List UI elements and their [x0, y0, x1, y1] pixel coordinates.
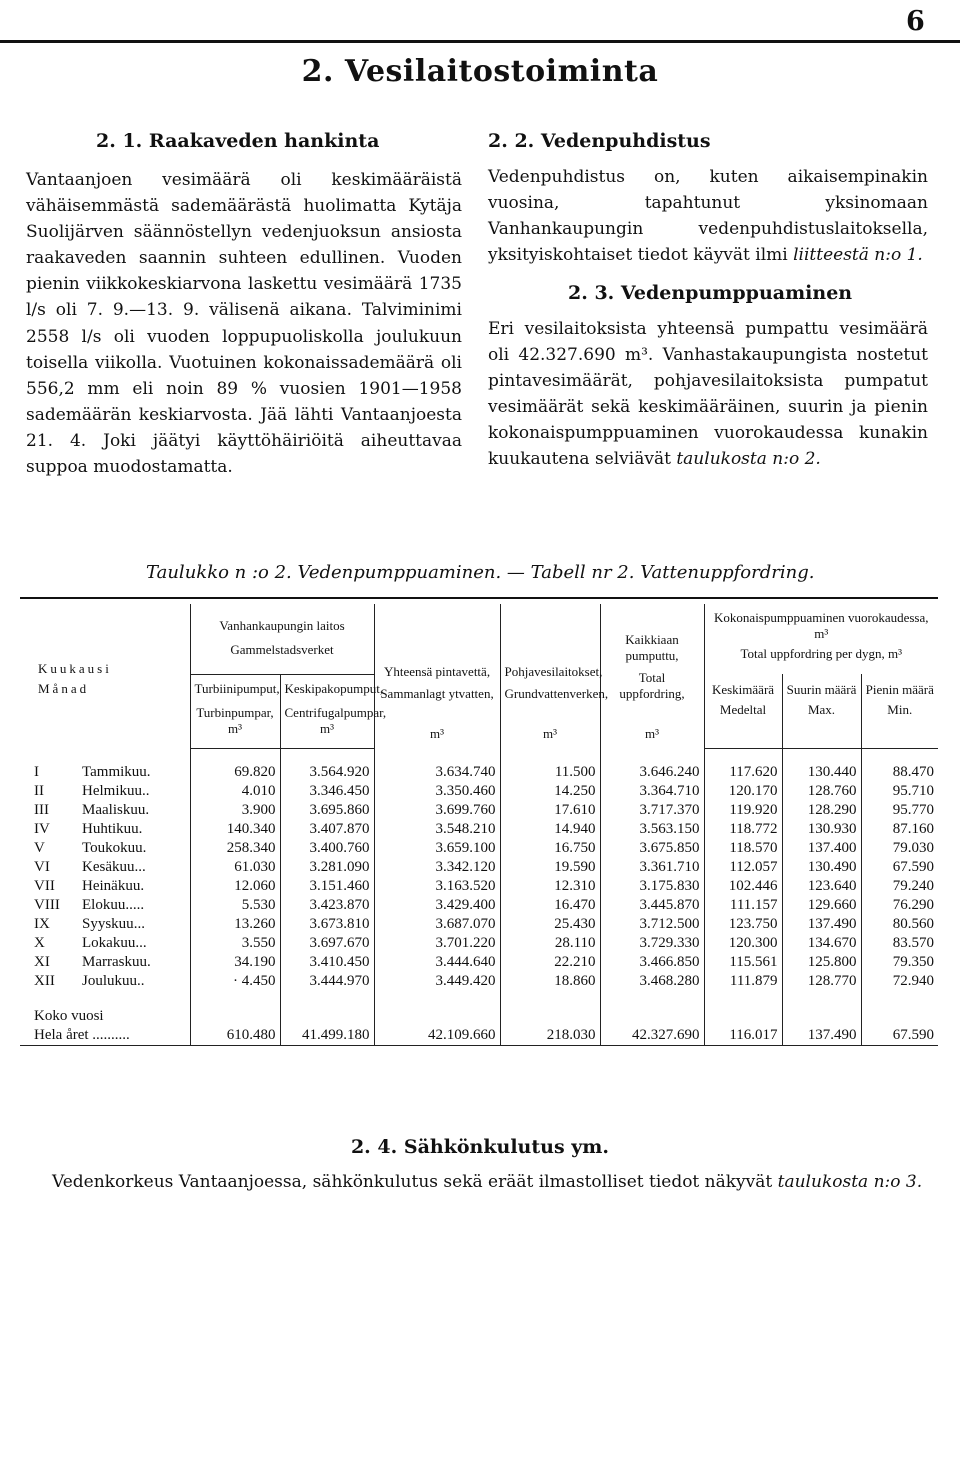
total-all: 42.327.690 [600, 1026, 704, 1046]
cell-mean: 119.920 [704, 801, 782, 820]
cell-turb: 140.340 [190, 820, 280, 839]
cell-max: 137.400 [782, 839, 861, 858]
cell-all: 3.729.330 [600, 934, 704, 953]
header-total-surface-sv: Sammanlagt ytvatten, [380, 686, 494, 701]
month-cell [20, 763, 190, 782]
cell-ground: 17.610 [500, 801, 600, 820]
cell-all: 3.445.870 [600, 896, 704, 915]
month-name: Kesäkuu [82, 858, 135, 875]
section-purification-text [488, 164, 928, 268]
header-total-surface-unit: m³ [430, 726, 445, 741]
cell-cent: 3.346.450 [280, 782, 374, 801]
cell-turb: 61.030 [190, 858, 280, 877]
total-label-fi: Koko vuosi [34, 1007, 104, 1024]
cell-cent: 3.695.860 [280, 801, 374, 820]
page-title: 2. Vesilaitostoiminta [301, 54, 659, 89]
cell-min: 83.570 [861, 934, 938, 953]
header-vanhakaupunki-fi: Vanhankaupungin laitos [219, 618, 345, 633]
cell-turb: 12.060 [190, 877, 280, 896]
month-name: Elokuu [82, 896, 126, 913]
cell-all: 3.175.830 [600, 877, 704, 896]
cell-cent: 3.564.920 [280, 763, 374, 782]
total-label-sv: Hela året .......... [20, 1026, 190, 1046]
cell-total: 3.449.420 [374, 972, 500, 991]
cell-min: 79.350 [861, 953, 938, 972]
cell-max: 128.760 [782, 782, 861, 801]
total-total: 42.109.660 [374, 1026, 500, 1046]
cell-mean: 118.570 [704, 839, 782, 858]
header-mean-sv: Medeltal [719, 702, 767, 718]
table-reference: taulukosta n:o 2. [676, 449, 821, 470]
cell-cent: 3.400.760 [280, 839, 374, 858]
month-numeral: IX [34, 915, 50, 932]
section-electricity-text [20, 1169, 930, 1195]
month-cell [20, 858, 190, 877]
leader-dots: . [146, 953, 151, 970]
month-cell [20, 839, 190, 858]
month-cell [20, 782, 190, 801]
month-numeral: XI [34, 953, 50, 970]
month-name: Joulukuu [82, 972, 138, 989]
month-name: Marraskuu [82, 953, 147, 970]
leader-dots: . [138, 820, 143, 837]
table-row [20, 820, 938, 839]
cell-mean: 118.772 [704, 820, 782, 839]
table-row [20, 763, 938, 782]
total-cent: 41.499.180 [280, 1026, 374, 1046]
cell-total: 3.659.100 [374, 839, 500, 858]
header-vanhakaupunki [190, 604, 374, 674]
table-row [20, 972, 938, 991]
month-name: Maaliskuu [82, 801, 146, 818]
cell-total: 3.548.210 [374, 820, 500, 839]
cell-cent: 3.281.090 [280, 858, 374, 877]
cell-all: 3.466.850 [600, 953, 704, 972]
header-month-fi: Kuukausi [38, 661, 112, 676]
leader-dots: ... [133, 915, 145, 932]
cell-mean: 117.620 [704, 763, 782, 782]
header-total-surface-fi: Yhteensä pintavettä, [383, 664, 491, 679]
cell-ground: 16.750 [500, 839, 600, 858]
header-max-fi: Suurin määrä [786, 682, 857, 698]
header-groundwater [500, 604, 609, 748]
total-max: 137.490 [782, 1026, 861, 1046]
table-row [20, 877, 938, 896]
cell-all: 3.717.370 [600, 801, 704, 820]
cell-total: 3.429.400 [374, 896, 500, 915]
header-daily-total-sv: Total uppfordring per dygn, m³ [740, 646, 902, 661]
month-cell [20, 953, 190, 972]
table3-reference: taulukosta n:o 3. [777, 1172, 923, 1192]
cell-max: 137.490 [782, 915, 861, 934]
header-month-sv: Månad [38, 681, 90, 696]
month-numeral: I [34, 763, 39, 780]
section-pumping-heading: 2. 3. Vedenpumppuaminen [568, 282, 853, 304]
section-purification-heading: 2. 2. Vedenpuhdistus [488, 130, 711, 152]
appendix-reference: liitteestä n:o 1. [793, 245, 923, 266]
header-turbine-unit: m³ [227, 720, 242, 736]
cell-max: 128.290 [782, 801, 861, 820]
header-all-pumped-unit: m³ [645, 726, 660, 741]
header-centrifugal-sv: Centrifugalpumpar, [284, 704, 387, 720]
header-total-surface [374, 604, 500, 748]
cell-min: 79.030 [861, 839, 938, 858]
month-numeral: V [34, 839, 45, 856]
cell-turb: · 4.450 [190, 972, 280, 991]
table-row [20, 896, 938, 915]
leader-dots: . [146, 763, 151, 780]
table-spacer-row [20, 748, 938, 763]
month-numeral: X [34, 934, 45, 951]
section-pumping-text [488, 316, 928, 473]
cell-min: 95.710 [861, 782, 938, 801]
month-name: Tammikuu [82, 763, 147, 780]
month-name: Lokakuu [82, 934, 136, 951]
table-caption: Taulukko n :o 2. Vedenpumppuaminen. — Tabell nr 2. Vattenuppfordring. [146, 562, 815, 583]
leader-dots: .. [137, 972, 145, 989]
cell-total: 3.701.220 [374, 934, 500, 953]
cell-mean: 102.446 [704, 877, 782, 896]
cell-total: 3.634.740 [374, 763, 500, 782]
cell-ground: 22.210 [500, 953, 600, 972]
month-numeral: III [34, 801, 49, 818]
header-mean-fi: Keskimäärä [711, 682, 775, 698]
month-name: Huhtikuu [82, 820, 139, 837]
cell-ground: 19.590 [500, 858, 600, 877]
cell-max: 130.930 [782, 820, 861, 839]
cell-mean: 123.750 [704, 915, 782, 934]
header-daily-total [704, 604, 938, 674]
leader-dots: . [145, 801, 150, 818]
cell-max: 130.490 [782, 858, 861, 877]
header-min-sv: Min. [887, 702, 913, 718]
month-cell [20, 915, 190, 934]
cell-all: 3.712.500 [600, 915, 704, 934]
cell-turb: 5.530 [190, 896, 280, 915]
cell-min: 76.290 [861, 896, 938, 915]
month-numeral: VIII [34, 896, 60, 913]
table-row [20, 915, 938, 934]
cell-max: 130.440 [782, 763, 861, 782]
leader-dots: ... [134, 858, 146, 875]
cell-cent: 3.151.460 [280, 877, 374, 896]
cell-all: 3.646.240 [600, 763, 704, 782]
cell-ground: 14.940 [500, 820, 600, 839]
cell-total: 3.350.460 [374, 782, 500, 801]
header-all-pumped-sv: Total uppfordring, [619, 670, 685, 701]
cell-cent: 3.423.870 [280, 896, 374, 915]
total-row [20, 1026, 938, 1046]
cell-min: 72.940 [861, 972, 938, 991]
header-month [20, 604, 190, 748]
header-centrifugal-fi: Keskipakopumput, [284, 680, 384, 696]
table-row [20, 782, 938, 801]
month-numeral: VI [34, 858, 50, 875]
month-cell [20, 934, 190, 953]
header-daily-total-fi: Kokonaispumppuaminen vuorokaudessa, m³ [714, 610, 929, 641]
section-pumping-body: Eri vesilaitoksista yhteensä pumpattu vesimäärä oli 42.327.690 m³. Vanhastakaupungista nostetut pintavesimäärät, pohjavesilaitoksista pumpatut vesimäärät sekä keskimääräinen, suurin ja pienin kokonaispumppuaminen vuorokaudessa kunakin kuukautena selviävät [488, 319, 928, 470]
cell-all: 3.563.150 [600, 820, 704, 839]
cell-total: 3.699.760 [374, 801, 500, 820]
cell-mean: 120.170 [704, 782, 782, 801]
header-centrifugal-unit: m³ [320, 720, 335, 736]
month-name: Helmikuu [82, 782, 142, 799]
cell-total: 3.342.120 [374, 858, 500, 877]
cell-ground: 25.430 [500, 915, 600, 934]
cell-mean: 115.561 [704, 953, 782, 972]
cell-max: 125.800 [782, 953, 861, 972]
leader-dots: . [140, 877, 145, 894]
header-mean [704, 674, 782, 748]
cell-all: 3.361.710 [600, 858, 704, 877]
table-row [20, 858, 938, 877]
pumping-table [20, 604, 938, 1046]
cell-min: 79.240 [861, 877, 938, 896]
cell-total: 3.163.520 [374, 877, 500, 896]
cell-min: 95.770 [861, 801, 938, 820]
header-turbine-sv: Turbinpumpar, [196, 704, 274, 720]
month-numeral: XII [34, 972, 55, 989]
cell-mean: 111.157 [704, 896, 782, 915]
header-all-pumped [600, 604, 704, 748]
cell-mean: 111.879 [704, 972, 782, 991]
cell-total: 3.444.640 [374, 953, 500, 972]
cell-min: 88.470 [861, 763, 938, 782]
cell-ground: 14.250 [500, 782, 600, 801]
month-cell [20, 801, 190, 820]
header-turbine [190, 674, 280, 748]
month-numeral: II [34, 782, 44, 799]
total-turb: 610.480 [190, 1026, 280, 1046]
month-name: Heinäkuu [82, 877, 141, 894]
leader-dots: ... [135, 934, 147, 951]
cell-all: 3.364.710 [600, 782, 704, 801]
cell-max: 134.670 [782, 934, 861, 953]
month-numeral: IV [34, 820, 50, 837]
cell-ground: 16.470 [500, 896, 600, 915]
cell-all: 3.468.280 [600, 972, 704, 991]
top-rule [0, 40, 960, 43]
header-centrifugal [280, 674, 387, 748]
header-all-pumped-fi: Kaikkiaan pumputtu, [625, 632, 679, 663]
header-max-sv: Max. [807, 702, 836, 718]
total-mean: 116.017 [704, 1026, 782, 1046]
section-raw-water-text: Vantaanjoen vesimäärä oli keskimääräistä vähäisemmästä sademäärästä huolimatta Kytäja Suolijärven säännöstellyn vedenjuoksun ansiosta raakaveden saannin suhteen edullinen. Vuoden pienin viikkokeskiarvona laskettu vesimäärä 1735 l/s oli 7. 9.—13. 9. välisenä aikana. Talviminimi 2558 l/s oli vuoden loppupuoliskolla joulukuun toisella viikolla. Vuotuinen kokonaissademäärä oli 556,2 mm eli noin 89 % vuosien 1901—1958 sademäärän keskiarvosta. Jää lähti Vantaanjoesta 21. 4. Joki jäätyi käyttöhäiriöitä aiheuttavaa suppoa muodostamatta. [26, 170, 462, 478]
cell-turb: 4.010 [190, 782, 280, 801]
cell-min: 87.160 [861, 820, 938, 839]
section-purification-body: Vedenpuhdistus on, kuten aikaisempinakin vuosina, tapahtunut yksinomaan Vanhankaupungin vedenpuhdistuslaitoksella, yksityiskohtaiset tiedot käyvät ilmi [488, 167, 928, 266]
table-row [20, 934, 938, 953]
header-min-fi: Pienin määrä [865, 682, 934, 698]
table-row [20, 953, 938, 972]
leader-dots: .. [142, 782, 150, 799]
cell-cent: 3.407.870 [280, 820, 374, 839]
cell-turb: 258.340 [190, 839, 280, 858]
month-cell [20, 877, 190, 896]
total-row-label [20, 1007, 938, 1026]
table-row [20, 839, 938, 858]
month-name: Syyskuu [82, 915, 134, 932]
cell-ground: 18.860 [500, 972, 600, 991]
cell-max: 128.770 [782, 972, 861, 991]
month-cell [20, 972, 190, 991]
header-vanhakaupunki-sv: Gammelstadsverket [230, 642, 334, 657]
header-groundwater-unit: m³ [543, 726, 558, 741]
month-name: Toukokuu [82, 839, 143, 856]
month-numeral: VII [34, 877, 55, 894]
month-cell [20, 896, 190, 915]
total-ground: 218.030 [500, 1026, 600, 1046]
section-electricity-heading: 2. 4. Sähkönkulutus ym. [350, 1136, 610, 1158]
header-groundwater-fi: Pohjavesilaitokset, [504, 664, 603, 679]
total-min: 67.590 [861, 1026, 938, 1046]
table-body [20, 748, 938, 1045]
table-gap-row [20, 991, 938, 1007]
header-groundwater-sv: Grundvattenverken, [504, 686, 609, 701]
cell-cent: 3.410.450 [280, 953, 374, 972]
cell-max: 123.640 [782, 877, 861, 896]
header-min [861, 674, 938, 748]
cell-total: 3.687.070 [374, 915, 500, 934]
leader-dots: . [142, 839, 147, 856]
cell-ground: 11.500 [500, 763, 600, 782]
cell-mean: 112.057 [704, 858, 782, 877]
cell-all: 3.675.850 [600, 839, 704, 858]
cell-max: 129.660 [782, 896, 861, 915]
header-turbine-fi: Turbiinipumput, [194, 680, 280, 696]
cell-cent: 3.444.970 [280, 972, 374, 991]
cell-turb: 69.820 [190, 763, 280, 782]
cell-turb: 3.550 [190, 934, 280, 953]
cell-ground: 12.310 [500, 877, 600, 896]
month-cell [20, 820, 190, 839]
section-raw-water-heading: 2. 1. Raakaveden hankinta [96, 130, 380, 152]
section-electricity-body: Vedenkorkeus Vantaanjoessa, sähkönkulutus sekä eräät ilmastolliset tiedot näkyvät [52, 1172, 778, 1192]
leader-dots: ..... [125, 896, 145, 913]
header-max [782, 674, 861, 748]
cell-min: 80.560 [861, 915, 938, 934]
cell-turb: 34.190 [190, 953, 280, 972]
page-number: 6 [906, 6, 925, 37]
table-row [20, 801, 938, 820]
cell-cent: 3.673.810 [280, 915, 374, 934]
cell-ground: 28.110 [500, 934, 600, 953]
cell-turb: 13.260 [190, 915, 280, 934]
table-top-rule [20, 597, 938, 599]
cell-turb: 3.900 [190, 801, 280, 820]
cell-mean: 120.300 [704, 934, 782, 953]
cell-min: 67.590 [861, 858, 938, 877]
cell-cent: 3.697.670 [280, 934, 374, 953]
